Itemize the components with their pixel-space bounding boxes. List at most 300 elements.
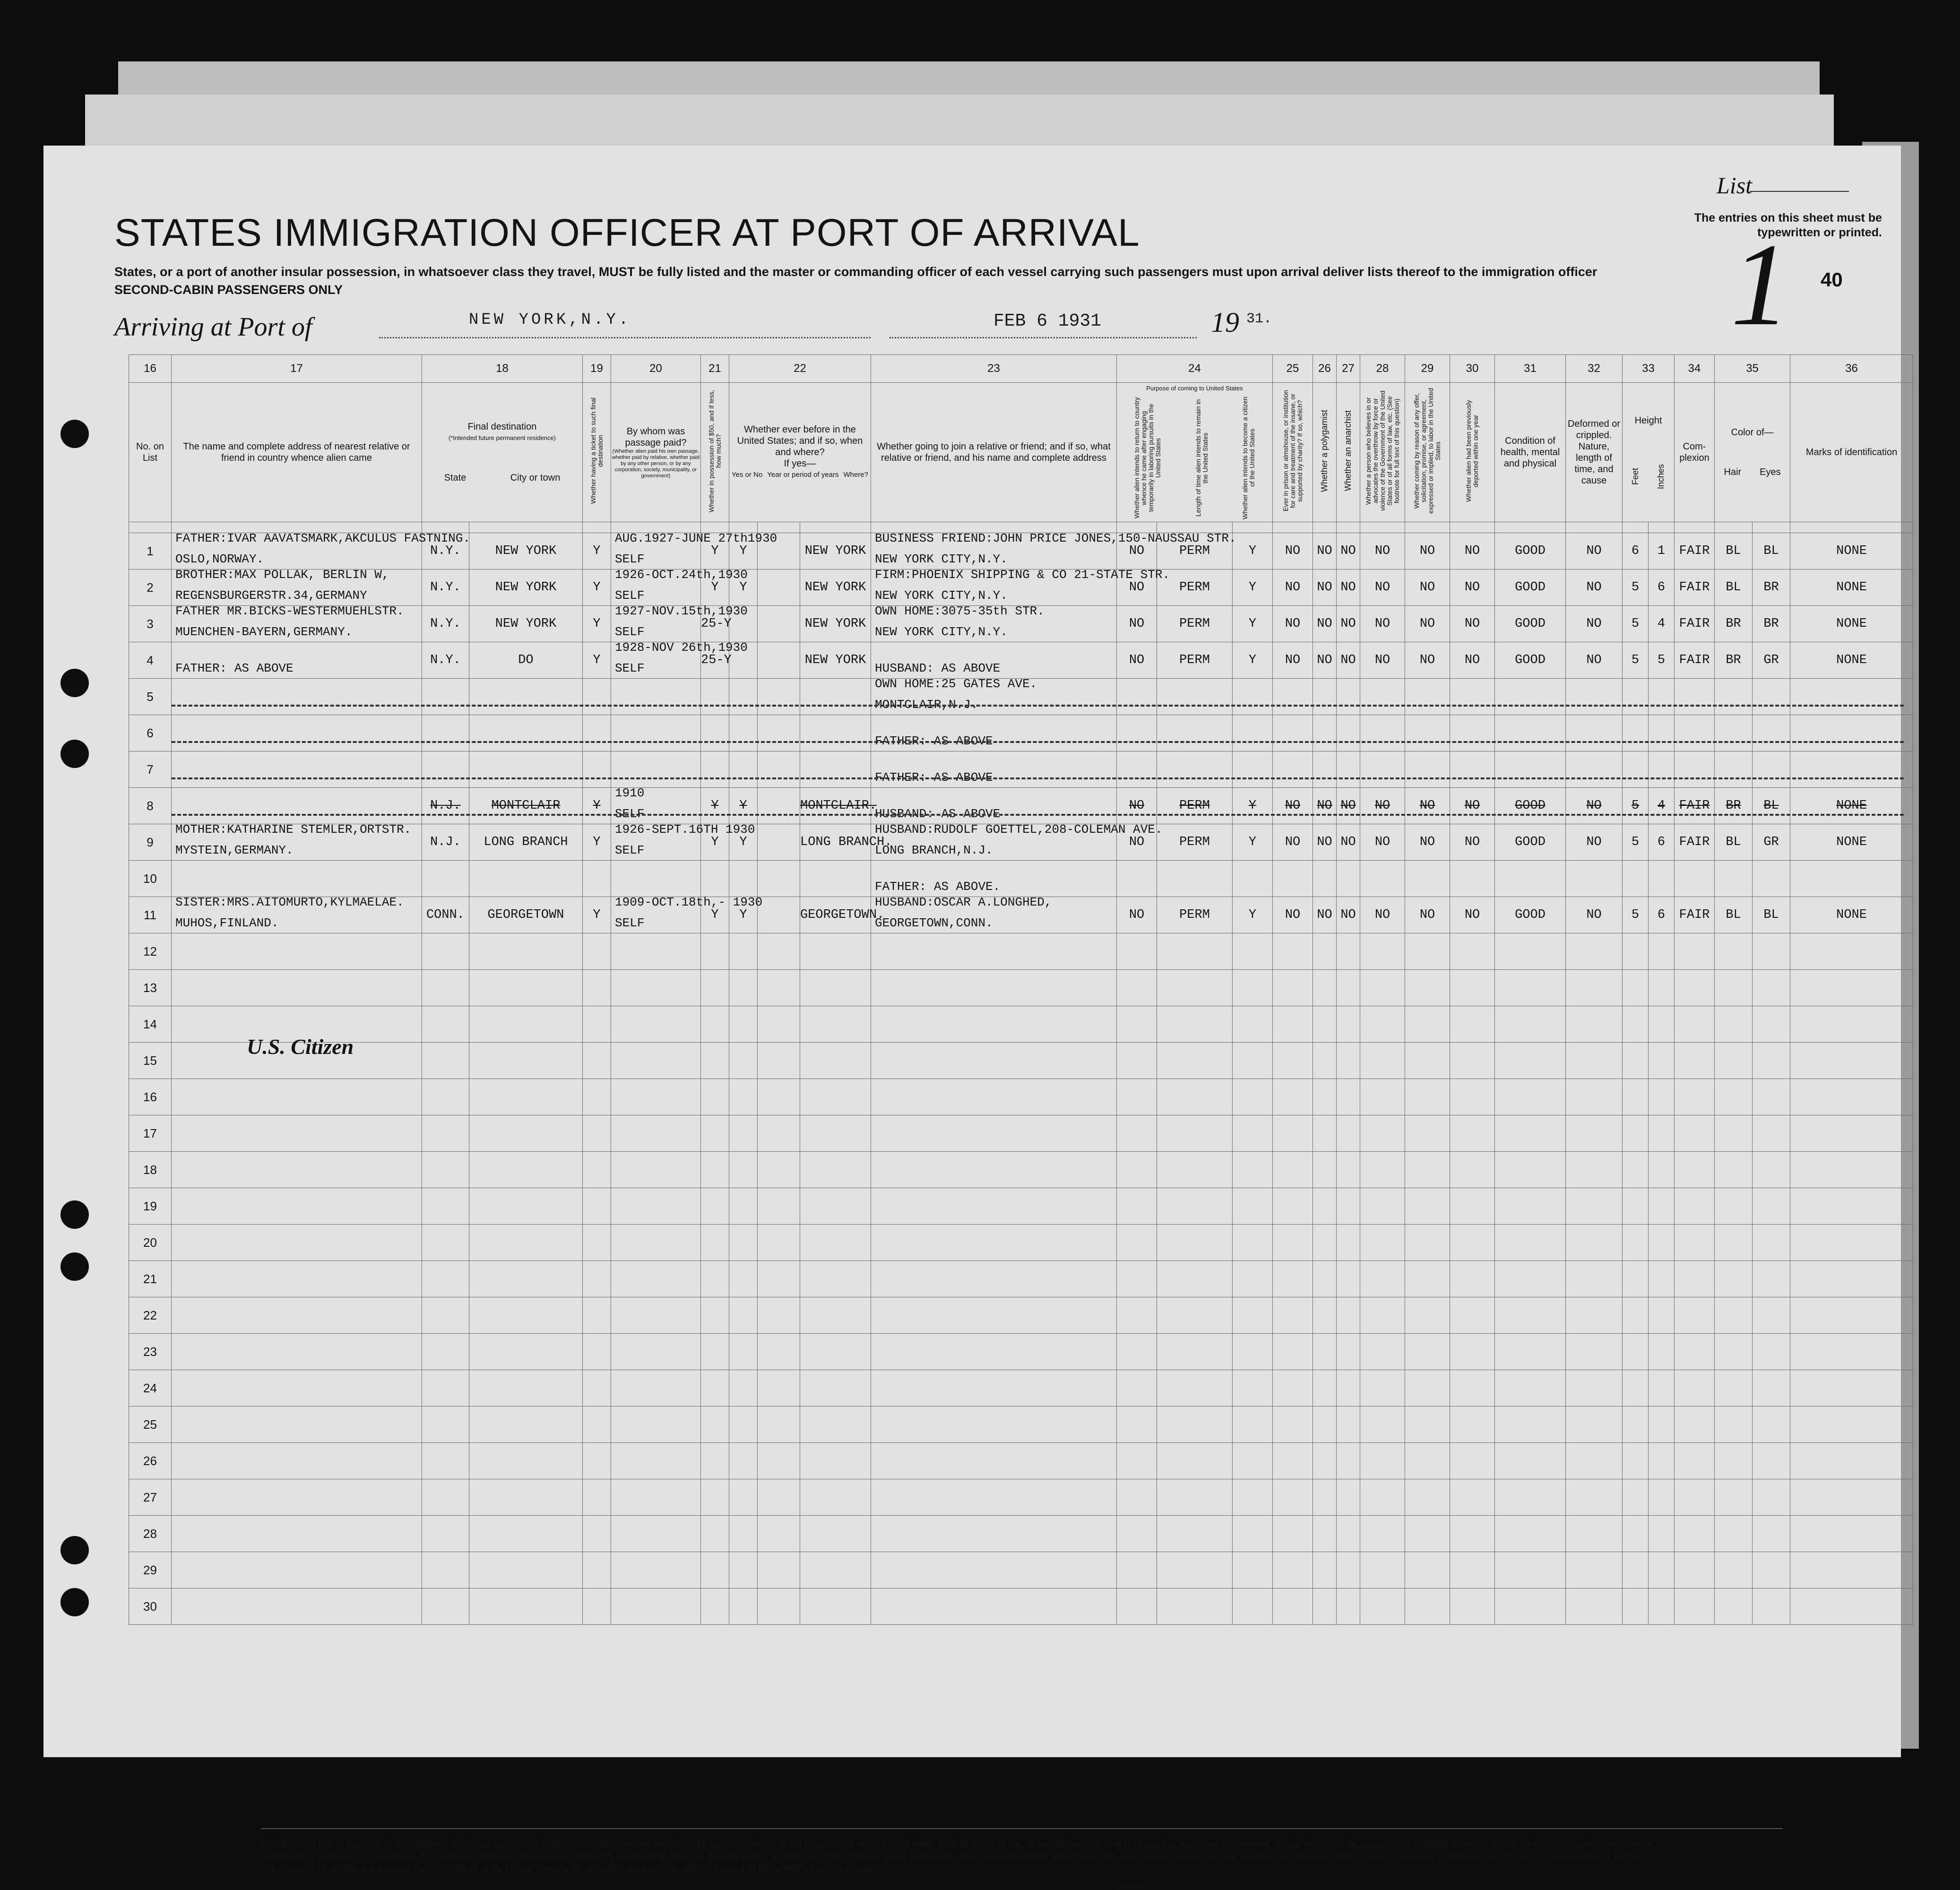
cell-city: MONTCLAIR xyxy=(469,788,583,824)
cell-health xyxy=(1495,1188,1566,1225)
cell-poly xyxy=(1313,861,1337,897)
cell-len xyxy=(1157,933,1233,970)
cell-contract xyxy=(1405,1115,1450,1152)
cell-yn xyxy=(729,715,758,751)
cell-comp xyxy=(1675,1006,1715,1043)
cell-health xyxy=(1495,1006,1566,1043)
cell-eyes: BL xyxy=(1753,897,1790,933)
cell-ret xyxy=(1117,861,1157,897)
cell-health xyxy=(1495,1443,1566,1479)
cell-inch xyxy=(1649,933,1675,970)
cell-join xyxy=(871,897,1117,933)
header-contract xyxy=(1405,383,1450,522)
cell-rel xyxy=(172,933,422,970)
cell-where xyxy=(800,1152,871,1188)
cell-join-line1: HUSBAND:RUDOLF GOETTEL,208-COLEMAN AVE. xyxy=(875,822,1163,837)
cell-cit xyxy=(1233,970,1273,1006)
list-line xyxy=(1750,191,1849,192)
cell-where: NEW YORK xyxy=(800,606,871,642)
cell-no: 7 xyxy=(129,751,172,788)
cell-inch xyxy=(1649,1152,1675,1188)
cell-inch xyxy=(1649,1079,1675,1115)
cell-city: NEW YORK xyxy=(469,533,583,570)
cell-rel xyxy=(172,1261,422,1297)
header-nearest-relative: The name and complete address of nearest relative or friend in country whence alien came xyxy=(172,383,422,522)
cell-deport xyxy=(1450,1079,1495,1115)
cell-join xyxy=(871,1588,1117,1625)
cell-over: NO xyxy=(1360,824,1405,861)
table-row xyxy=(129,1261,1913,1297)
cell-poly xyxy=(1313,679,1337,715)
cell-ret xyxy=(1117,1588,1157,1625)
cell-prison: NO xyxy=(1273,824,1313,861)
cell-join-line2: FATHER: AS ABOVE. xyxy=(875,880,1001,894)
cell-contract xyxy=(1405,1588,1450,1625)
punch-hole xyxy=(60,1536,89,1564)
cell-where xyxy=(800,751,871,788)
header-height xyxy=(1623,383,1675,522)
cell-yr xyxy=(758,1225,800,1261)
cell-hair: BR xyxy=(1715,606,1753,642)
cell-over xyxy=(1360,1552,1405,1588)
cell-join xyxy=(871,1188,1117,1225)
cell-contract xyxy=(1405,1261,1450,1297)
prison-label: Ever in prison or almshouse, or institution for care and treatment of the insane, or supported by charity? If so, which? xyxy=(1281,390,1304,512)
cell-comp xyxy=(1675,1188,1715,1225)
col-number: 28 xyxy=(1360,355,1405,383)
cell-paid-line2: SELF xyxy=(615,916,645,930)
cell-yr xyxy=(758,1370,800,1407)
cell-ticket xyxy=(583,1297,611,1334)
cell-paid xyxy=(611,1479,701,1516)
cell-health xyxy=(1495,933,1566,970)
cell-feet xyxy=(1623,861,1649,897)
cell-feet xyxy=(1623,1552,1649,1588)
col-number: 18 xyxy=(422,355,583,383)
cell-no: 12 xyxy=(129,933,172,970)
cell-yr xyxy=(758,1588,800,1625)
cell-poly: NO xyxy=(1313,824,1337,861)
cell-rel xyxy=(172,1407,422,1443)
cell-deport: NO xyxy=(1450,533,1495,570)
cell-health xyxy=(1495,861,1566,897)
cell-anar xyxy=(1337,1261,1360,1297)
cell-no: 22 xyxy=(129,1297,172,1334)
cell-state xyxy=(422,715,469,751)
cell-ret xyxy=(1117,1443,1157,1479)
cell-paid xyxy=(611,861,701,897)
cell-state xyxy=(422,1334,469,1370)
cell-ret: NO xyxy=(1117,606,1157,642)
cell-comp xyxy=(1675,1079,1715,1115)
cell-join-line1: HUSBAND:OSCAR A.LONGHED, xyxy=(875,895,1052,909)
table-row xyxy=(129,1370,1913,1407)
cell-rel xyxy=(172,1443,422,1479)
cell-comp xyxy=(1675,861,1715,897)
cell-cit xyxy=(1233,1479,1273,1516)
cell-inch xyxy=(1649,715,1675,751)
cell-over xyxy=(1360,1152,1405,1188)
col-number: 27 xyxy=(1337,355,1360,383)
cell-deform: NO xyxy=(1566,897,1623,933)
money-label: Whether in possession of $50, and if less, how much? xyxy=(707,389,722,512)
cell-yr xyxy=(758,570,800,606)
cell-over: NO xyxy=(1360,788,1405,824)
cell-ticket xyxy=(583,1516,611,1552)
cell-money: Y xyxy=(701,788,729,824)
cell-eyes xyxy=(1753,1079,1790,1115)
cell-inch xyxy=(1649,1552,1675,1588)
cell-paid-line1: 1928-NOV 26th,1930 xyxy=(615,640,748,655)
cell-marks: NONE xyxy=(1790,606,1913,642)
cell-join-line2: NEW YORK CITY,N.Y. xyxy=(875,552,1008,566)
cell-deform xyxy=(1566,715,1623,751)
cell-yn xyxy=(729,1225,758,1261)
header-overthrow xyxy=(1360,383,1405,522)
cell-anar xyxy=(1337,1334,1360,1370)
cell-state xyxy=(422,1188,469,1225)
cell-marks xyxy=(1790,933,1913,970)
cell-rel xyxy=(172,1516,422,1552)
cell-feet xyxy=(1623,1261,1649,1297)
cell-anar: NO xyxy=(1337,788,1360,824)
cell-poly xyxy=(1313,1407,1337,1443)
col-number: 29 xyxy=(1405,355,1450,383)
cell-prison xyxy=(1273,1552,1313,1588)
cell-prison xyxy=(1273,1407,1313,1443)
cell-health: GOOD xyxy=(1495,824,1566,861)
cell-deport xyxy=(1450,933,1495,970)
cell-no: 29 xyxy=(129,1552,172,1588)
cell-over xyxy=(1360,970,1405,1006)
cell-ret: NO xyxy=(1117,824,1157,861)
cell-yr xyxy=(758,642,800,679)
cell-cit: Y xyxy=(1233,642,1273,679)
cell-contract xyxy=(1405,1407,1450,1443)
cell-health: GOOD xyxy=(1495,533,1566,570)
cell-city xyxy=(469,1588,583,1625)
cell-inch: 4 xyxy=(1649,606,1675,642)
cell-where xyxy=(800,1297,871,1334)
cell-inch: 4 xyxy=(1649,788,1675,824)
void-dashes xyxy=(172,705,1904,708)
cell-yn xyxy=(729,1334,758,1370)
cell-contract xyxy=(1405,1479,1450,1516)
cell-join xyxy=(871,679,1117,715)
table-row xyxy=(129,751,1913,788)
cell-no: 28 xyxy=(129,1516,172,1552)
cell-anar xyxy=(1337,751,1360,788)
cell-comp xyxy=(1675,751,1715,788)
cell-paid-line2: SELF xyxy=(615,552,645,566)
cell-over xyxy=(1360,1370,1405,1407)
cell-hair xyxy=(1715,1443,1753,1479)
cell-city xyxy=(469,1043,583,1079)
cell-yr xyxy=(758,715,800,751)
cell-state: N.Y. xyxy=(422,642,469,679)
cell-marks xyxy=(1790,1297,1913,1334)
cell-contract xyxy=(1405,1516,1450,1552)
cell-hair xyxy=(1715,1043,1753,1079)
cell-ret xyxy=(1117,970,1157,1006)
cell-ticket xyxy=(583,1443,611,1479)
cell-len xyxy=(1157,1261,1233,1297)
cell-cit xyxy=(1233,1115,1273,1152)
cell-city xyxy=(469,715,583,751)
cell-cit xyxy=(1233,1079,1273,1115)
cell-health xyxy=(1495,715,1566,751)
us-citizen-stamp: U.S. Citizen xyxy=(247,1035,354,1059)
cell-marks: NONE xyxy=(1790,897,1913,933)
cell-rel-line2: REGENSBURGERSTR.34,GERMANY xyxy=(175,588,367,603)
cell-hair xyxy=(1715,933,1753,970)
col-number: 23 xyxy=(871,355,1117,383)
cell-yn: Y xyxy=(729,897,758,933)
cell-len xyxy=(1157,1043,1233,1079)
cell-hair: BL xyxy=(1715,897,1753,933)
cell-where: LONG BRANCH. xyxy=(800,824,871,861)
cell-anar xyxy=(1337,1407,1360,1443)
cell-yn xyxy=(729,1152,758,1188)
cell-marks xyxy=(1790,970,1913,1006)
cell-join-line2: GEORGETOWN,CONN. xyxy=(875,916,993,930)
cell-over: NO xyxy=(1360,533,1405,570)
cell-money: 25-Y xyxy=(701,606,729,642)
cell-deform xyxy=(1566,1479,1623,1516)
inches-label: Inches xyxy=(1656,464,1666,490)
cell-eyes xyxy=(1753,1188,1790,1225)
cell-state xyxy=(422,1115,469,1152)
cell-rel xyxy=(172,1079,422,1115)
cell-deform: NO xyxy=(1566,642,1623,679)
cell-city xyxy=(469,751,583,788)
cell-eyes xyxy=(1753,1261,1790,1297)
cell-city xyxy=(469,1225,583,1261)
cell-marks xyxy=(1790,715,1913,751)
cabin-class: SECOND-CABIN PASSENGERS ONLY xyxy=(114,283,343,297)
cell-money: 25-Y xyxy=(701,642,729,679)
cell-len xyxy=(1157,679,1233,715)
cell-yn: Y xyxy=(729,824,758,861)
cell-marks xyxy=(1790,1043,1913,1079)
eyes-label: Eyes xyxy=(1760,467,1781,477)
cell-city xyxy=(469,1552,583,1588)
cell-hair xyxy=(1715,1079,1753,1115)
purpose-return-label: Whether alien intends to return to country whence he came after engaging temporarily in laboring pursuits in the United States xyxy=(1132,397,1162,519)
cell-money: Y xyxy=(701,897,729,933)
cell-poly xyxy=(1313,1297,1337,1334)
cell-yr xyxy=(758,861,800,897)
cell-over: NO xyxy=(1360,642,1405,679)
punch-hole xyxy=(60,669,89,697)
cell-deform xyxy=(1566,1152,1623,1188)
cell-yn xyxy=(729,1407,758,1443)
cell-feet xyxy=(1623,1479,1649,1516)
cell-comp xyxy=(1675,1479,1715,1516)
cell-prison xyxy=(1273,970,1313,1006)
table-row xyxy=(129,533,1913,570)
cell-where xyxy=(800,933,871,970)
cell-contract xyxy=(1405,1043,1450,1079)
cell-feet xyxy=(1623,1115,1649,1152)
table-row xyxy=(129,1407,1913,1443)
color-label: Color of— xyxy=(1731,427,1774,438)
cell-hair xyxy=(1715,1588,1753,1625)
cell-deport: NO xyxy=(1450,897,1495,933)
cell-yn xyxy=(729,861,758,897)
cell-ticket xyxy=(583,679,611,715)
cell-money xyxy=(701,933,729,970)
cell-join xyxy=(871,1261,1117,1297)
cell-join xyxy=(871,1407,1117,1443)
cell-yn xyxy=(729,1043,758,1079)
cell-inch xyxy=(1649,1588,1675,1625)
cell-rel xyxy=(172,1225,422,1261)
cell-eyes xyxy=(1753,1407,1790,1443)
cell-len xyxy=(1157,1079,1233,1115)
cell-eyes xyxy=(1753,715,1790,751)
cell-join-line1: OWN HOME:3075-35th STR. xyxy=(875,604,1045,618)
cell-anar xyxy=(1337,1297,1360,1334)
cell-money xyxy=(701,679,729,715)
cell-hair xyxy=(1715,715,1753,751)
cell-feet xyxy=(1623,1297,1649,1334)
overthrow-label: Whether a person who believes in or advocates the overthrow by force or violence of the Government of the United States or of all forms of law, etc. (See footnote for full text of this question) xyxy=(1364,390,1400,511)
cell-anar xyxy=(1337,1043,1360,1079)
cell-yr xyxy=(758,933,800,970)
cell-hair xyxy=(1715,1552,1753,1588)
cell-health xyxy=(1495,751,1566,788)
cell-len xyxy=(1157,1152,1233,1188)
cell-where: NEW YORK xyxy=(800,570,871,606)
cell-join xyxy=(871,788,1117,824)
cell-prison xyxy=(1273,751,1313,788)
cell-deport: NO xyxy=(1450,642,1495,679)
cell-where xyxy=(800,1043,871,1079)
cell-len xyxy=(1157,1225,1233,1261)
table-row xyxy=(129,970,1913,1006)
passage-paid-note: (Whether alien paid his own passage, whether paid by relative, whether paid by any other person, or by any corporation, society, municipality, or government) xyxy=(612,448,700,479)
cell-join xyxy=(871,1297,1117,1334)
list-number: 1 xyxy=(1731,219,1790,350)
cell-anar: NO xyxy=(1337,897,1360,933)
table-row xyxy=(129,824,1913,861)
cell-deport xyxy=(1450,1261,1495,1297)
cell-yn: Y xyxy=(729,570,758,606)
port-value: NEW YORK,N.Y. xyxy=(469,311,631,329)
cell-marks xyxy=(1790,679,1913,715)
cell-no: 6 xyxy=(129,715,172,751)
cell-deport: NO xyxy=(1450,606,1495,642)
cell-yn xyxy=(729,1443,758,1479)
cell-ticket xyxy=(583,1588,611,1625)
cell-marks xyxy=(1790,1552,1913,1588)
cell-contract xyxy=(1405,1079,1450,1115)
cell-yr xyxy=(758,1407,800,1443)
cell-len: PERM xyxy=(1157,606,1233,642)
cell-feet: 5 xyxy=(1623,642,1649,679)
cell-comp xyxy=(1675,1152,1715,1188)
cell-ret xyxy=(1117,1225,1157,1261)
cell-join-line2: NEW YORK CITY,N.Y. xyxy=(875,588,1008,603)
cell-money xyxy=(701,1552,729,1588)
cell-poly xyxy=(1313,1261,1337,1297)
cell-anar xyxy=(1337,1370,1360,1407)
cell-join xyxy=(871,933,1117,970)
cell-city xyxy=(469,679,583,715)
cell-deform xyxy=(1566,861,1623,897)
cell-over xyxy=(1360,1588,1405,1625)
cell-health: GOOD xyxy=(1495,606,1566,642)
cell-feet xyxy=(1623,751,1649,788)
cell-state xyxy=(422,1588,469,1625)
cell-cit xyxy=(1233,1043,1273,1079)
cell-feet: 5 xyxy=(1623,606,1649,642)
cell-deport xyxy=(1450,1516,1495,1552)
footnote-rule xyxy=(261,1828,1783,1829)
cell-money xyxy=(701,1297,729,1334)
cell-eyes: BL xyxy=(1753,533,1790,570)
cell-eyes xyxy=(1753,1152,1790,1188)
cell-yr xyxy=(758,1188,800,1225)
cell-rel xyxy=(172,897,422,933)
cell-anar xyxy=(1337,1188,1360,1225)
cell-comp: FAIR xyxy=(1675,897,1715,933)
cell-cit xyxy=(1233,1516,1273,1552)
cell-anar xyxy=(1337,1225,1360,1261)
cell-len xyxy=(1157,1006,1233,1043)
cell-deform xyxy=(1566,1225,1623,1261)
cell-state: N.Y. xyxy=(422,570,469,606)
cell-contract xyxy=(1405,1552,1450,1588)
cell-eyes xyxy=(1753,1370,1790,1407)
cell-deform xyxy=(1566,1334,1623,1370)
cell-feet xyxy=(1623,1588,1649,1625)
cell-yr xyxy=(758,1043,800,1079)
table-row xyxy=(129,715,1913,751)
cell-ret xyxy=(1117,1370,1157,1407)
page-number: 40 xyxy=(1821,268,1843,291)
cell-rel xyxy=(172,606,422,642)
cell-where: NEW YORK xyxy=(800,533,871,570)
header-before-us xyxy=(729,383,871,522)
cell-hair xyxy=(1715,1370,1753,1407)
cell-comp xyxy=(1675,1297,1715,1334)
cell-cit: Y xyxy=(1233,570,1273,606)
cell-join xyxy=(871,1479,1117,1516)
cell-rel-line2: MYSTEIN,GERMANY. xyxy=(175,843,294,857)
cell-contract xyxy=(1405,933,1450,970)
cell-state xyxy=(422,751,469,788)
col-number: 21 xyxy=(701,355,729,383)
cell-poly: NO xyxy=(1313,533,1337,570)
cell-yn: Y xyxy=(729,533,758,570)
cell-marks: NONE xyxy=(1790,533,1913,570)
cell-deport: NO xyxy=(1450,824,1495,861)
cell-eyes xyxy=(1753,751,1790,788)
cell-hair xyxy=(1715,1115,1753,1152)
cell-yn xyxy=(729,679,758,715)
cell-no: 26 xyxy=(129,1443,172,1479)
cell-money xyxy=(701,715,729,751)
cell-state xyxy=(422,1043,469,1079)
cell-join-line1: BUSINESS FRIEND:JOHN PRICE JONES,150-NAUSSAU STR. xyxy=(875,531,1236,545)
cell-yr xyxy=(758,1152,800,1188)
cell-where xyxy=(800,1552,871,1588)
cell-poly xyxy=(1313,1115,1337,1152)
cell-poly xyxy=(1313,933,1337,970)
cell-rel-line2: MUENCHEN-BAYERN,GERMANY. xyxy=(175,625,353,639)
